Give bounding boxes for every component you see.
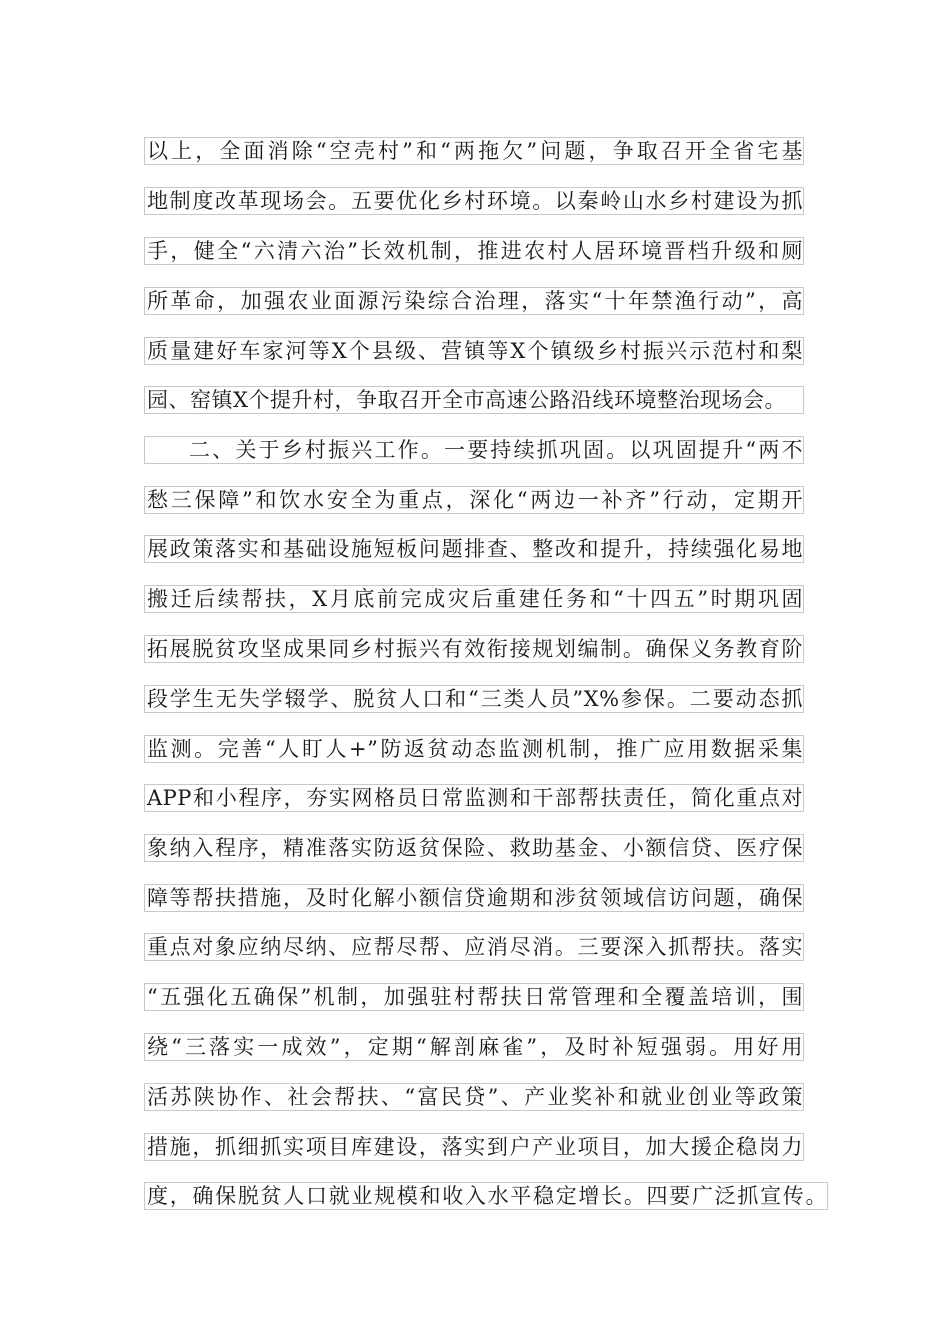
text-line: 监测。完善“人盯人+”防返贫动态监测机制，推广应用数据采集 (144, 735, 804, 763)
text-line: 所革命，加强农业面源污染综合治理，落实“十年禁渔行动”，高 (144, 287, 804, 315)
text-line: APP和小程序，夯实网格员日常监测和干部帮扶责任，简化重点对 (144, 784, 804, 812)
text-line: 活苏陕协作、社会帮扶、“富民贷”、产业奖补和就业创业等政策 (144, 1083, 804, 1111)
text-line: 以上，全面消除“空壳村”和“两拖欠”问题，争取召开全省宅基 (144, 137, 804, 165)
text-line: 拓展脱贫攻坚成果同乡村振兴有效衔接规划编制。确保义务教育阶 (144, 635, 804, 663)
text-line: 绕“三落实一成效”，定期“解剖麻雀”，及时补短强弱。用好用 (144, 1033, 804, 1061)
text-line: 地制度改革现场会。五要优化乡村环境。以秦岭山水乡村建设为抓 (144, 187, 804, 215)
text-line: 象纳入程序，精准落实防返贫保险、救助基金、小额信贷、医疗保 (144, 834, 804, 862)
text-line: 重点对象应纳尽纳、应帮尽帮、应消尽消。三要深入抓帮扶。落实 (144, 933, 804, 961)
text-line: 园、窑镇X个提升村，争取召开全市高速公路沿线环境整治现场会。 (144, 386, 804, 414)
text-line: 质量建好车家河等X个县级、营镇等X个镇级乡村振兴示范村和梨 (144, 337, 804, 365)
text-line: 愁三保障”和饮水安全为重点，深化“两边一补齐”行动，定期开 (144, 486, 804, 514)
text-line: 手，健全“六清六治”长效机制，推进农村人居环境晋档升级和厕 (144, 237, 804, 265)
text-line: 措施，抓细抓实项目库建设，落实到户产业项目，加大援企稳岗力 (144, 1133, 804, 1161)
text-line: 段学生无失学辍学、脱贫人口和“三类人员”X%参保。二要动态抓 (144, 685, 804, 713)
text-line: “五强化五确保”机制，加强驻村帮扶日常管理和全覆盖培训，围 (144, 983, 804, 1011)
text-line: 度，确保脱贫人口就业规模和收入水平稳定增长。四要广泛抓宣传。 (144, 1182, 828, 1210)
text-line: 展政策落实和基础设施短板问题排查、整改和提升，持续强化易地 (144, 535, 804, 563)
text-line: 障等帮扶措施，及时化解小额信贷逾期和涉贫领域信访问题，确保 (144, 884, 804, 912)
text-line: 搬迁后续帮扶，X月底前完成灾后重建任务和“十四五”时期巩固 (144, 585, 804, 613)
section-heading-line: 二、关于乡村振兴工作。一要持续抓巩固。以巩固提升“两不 (144, 436, 804, 464)
